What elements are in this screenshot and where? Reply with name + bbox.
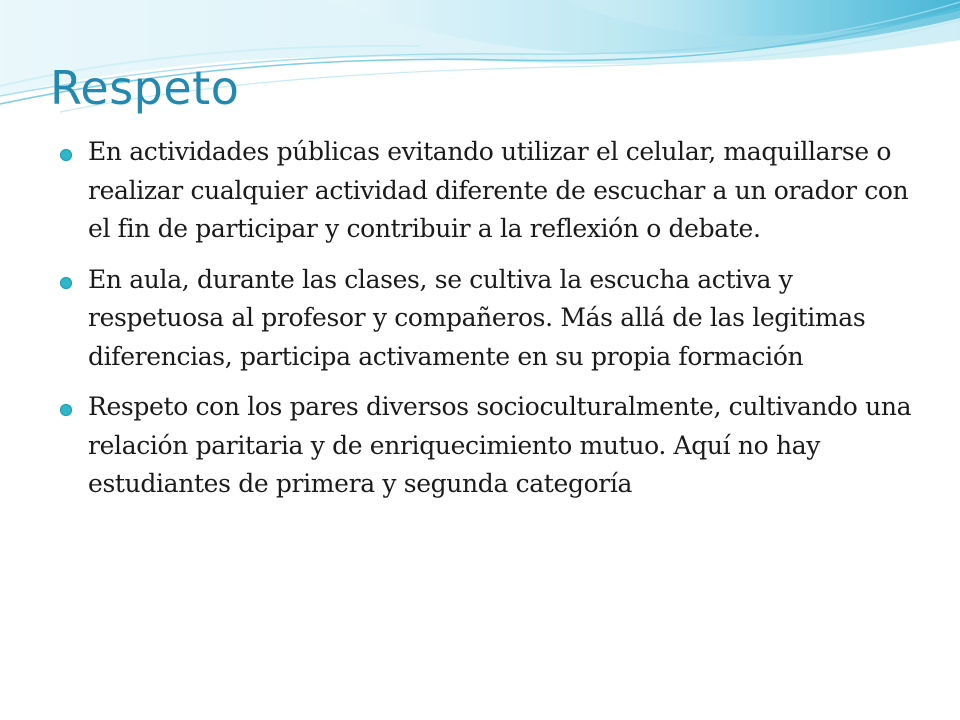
slide-title: Respeto [50, 61, 240, 115]
bullet-item [60, 133, 920, 249]
bullet-dot-icon [60, 149, 72, 161]
bullet-dot-icon [60, 404, 72, 416]
bullet-item [60, 388, 920, 504]
bullet-text: En aula, durante las clases, se cultiva la escucha activa y respetuosa al profesor y compañeros. Más allá de las legitimas diferencias, participa activamente en su propia formación [88, 264, 866, 371]
bullet-text: Respeto con los pares diversos socioculturalmente, cultivando una relación paritaria y de enriquecimiento mutuo. Aquí no hay estudiantes de primera y segunda categoría [88, 392, 912, 498]
bullet-dot-icon [60, 277, 72, 289]
bullet-list [60, 133, 920, 516]
bullet-item [60, 261, 920, 377]
bullet-text: En actividades públicas evitando utilizar el celular, maquillarse o realizar cualquier actividad diferente de escuchar a un orador con el fin de participar y contribuir a la reflexión o debate. [88, 137, 909, 243]
